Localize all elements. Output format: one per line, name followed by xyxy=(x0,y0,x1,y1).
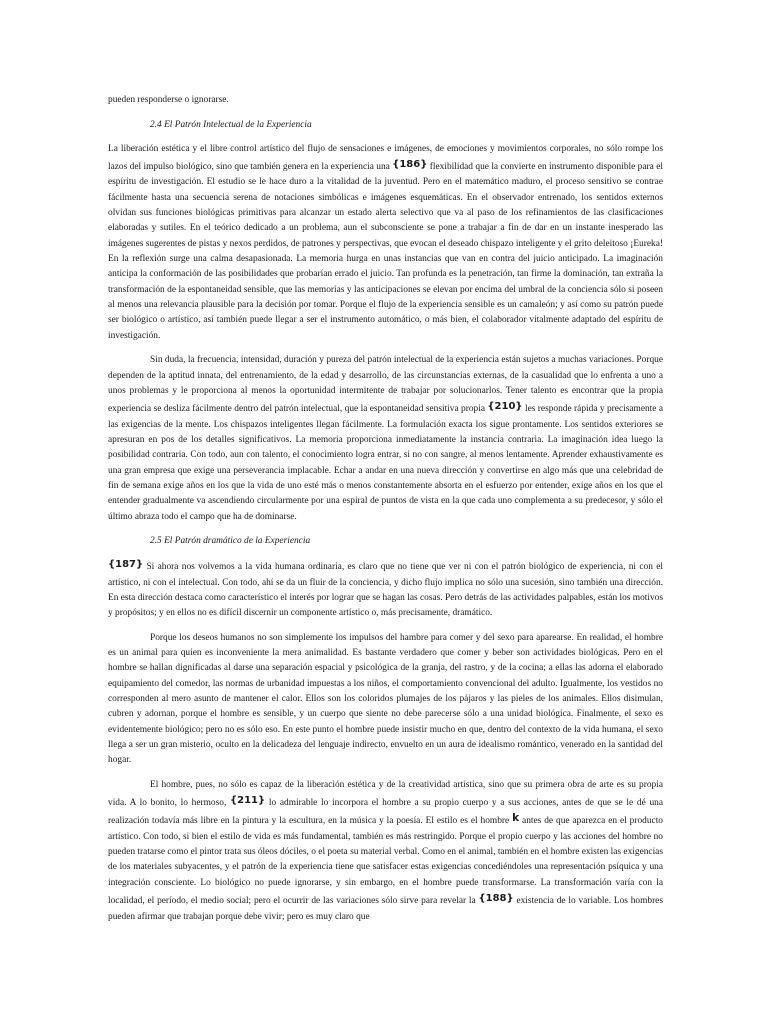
paragraph-text: El hombre, pues, no sólo es capaz de la liberación estética y de la creatividad artística, sino que su primera obra de arte es su propia vida. A lo bonito, lo hermoso, xyxy=(108,779,663,809)
paragraph-text: les responde rápida y precisamente a las exigencias de la mente. Los chispazos inteligentes llegan fácilmente. La formulación exacta los sigue prontamente. Los sentidos exteriores se apresuran en pos de los detalles significativos. La memoria proporciona inmediatamente la instancia contraria. La imaginación idea luego la posibilidad contraria. Con todo, aun con talento, el conocimiento logra entrar, si no con sangre, al menos lentamente. Aprender exhaustivamente es una gran empresa que exige una perseverancia implacable. Echar a andar en una nueva dirección y convertirse en algo más que una celebridad de fin de semana exige años en los que la vida de uno esté más o menos constantemente absorta en el esfuerzo por entender, exige años en los que el entender gradualmente va ascendiendo circularmente por una espiral de puntos de vista en la que cada uno complementa a su predecesor, y sólo el último abraza todo el campo que ha de dominarse. xyxy=(108,404,664,522)
paragraph xyxy=(108,557,663,621)
document-page xyxy=(108,93,663,934)
paragraph-text: La liberación estética y el libre control artístico del flujo de sensaciones e imágenes, de emociones y movimientos corporales, no sólo rompe los lazos del impulso biológico, sino que también genera en la experiencia una xyxy=(108,143,663,173)
page-reference: {211} xyxy=(230,795,266,807)
lead-line: pueden responderse o ignorarse. xyxy=(108,95,229,105)
page-reference: {187} xyxy=(108,559,144,571)
paragraph xyxy=(108,353,663,525)
paragraph-text: Porque los deseos humanos no son simplemente los impulsos del hambre para comer y del sexo para aparearse. En realidad, el hombre es un animal para quien es inconveniente la mera animalidad. Es bastante verdadero que comer y beber son actividades biológicas. Pero en el hombre se hallan dignificadas al darse una separación espacial y psicológica de la granja, del rastro, y de la cocina; a ellas las adorna el elaborado equipamiento del comedor, las normas de urbanidad impuestas a los niños, el comportamiento convencional del adulto. Igualmente, los vestidos no corresponden al mero asunto de mantener el calor. Ellos son los coloridos plumajes de los pájaros y las pieles de los animales. Ellos disimulan, cubren y adornan, porque el hombre es sensible, y un cuerpo que siente no debe parecerse sólo a una unidad biológica. Finalmente, el sexo es evidentemente biológico; pero no es sólo eso. En este punto el hombre puede insistir mucho en que, dentro del contexto de la vida humana, el sexo llega a ser un gran misterio, oculto en la delicadeza del lenguaje indirecto, envuelto en un aura de idealismo romántico, venerado en la santidad del hogar. xyxy=(108,632,663,766)
section-heading-2-4: 2.4 El Patrón Intelectual de la Experiencia xyxy=(150,120,312,131)
paragraph xyxy=(108,631,663,769)
paragraph-text: Si ahora nos volvemos a la vida humana ordinaria, es claro que no tiene que ver ni con el patrón biológico de experiencia, ni con el artístico, ni con el intelectual. Con todo, ahí se da un fluir de la conciencia, y dicho flujo implica no sólo una sucesión, sino también una dirección. En esta dirección destaca como característico el interés por lograr que se hagan las cosas. Pero detrás de las actividades palpables, están los motivos y propósitos; y en ellos no es difícil discernir un componente artístico o, más precisamente, dramático. xyxy=(108,562,664,619)
paragraph-text: Sin duda, la frecuencia, intensidad, duración y pureza del patrón intelectual de la experiencia están sujetos a muchas variaciones. Porque dependen de la aptitud innata, del entrenamiento, de la edad y desarrollo, de las circunstancias externas, de la casualidad que lo enfrenta a uno a unos problemas y le proporciona al menos la oportunidad intermitente de trabajar por solucionarlos. Tener talento es encontrar que la propia experiencia se desliza fácilmente dentro del patrón intelectual, que la espontaneidad sensitiva propia xyxy=(108,355,663,415)
paragraph-text: lo admirable lo incorpora el hombre a su propio cuerpo y a sus acciones, antes de que se le dé una realización todavía más libre en la pintura y la escultura, en la música y la poesía. El estilo es el hombre xyxy=(108,798,663,827)
paragraph-text: existencia de lo variable. Los hombres pueden afirmar que trabajan porque debe vivir; pero es muy claro que xyxy=(108,896,663,922)
inline-mark: k xyxy=(512,812,520,825)
paragraph xyxy=(108,142,663,344)
paragraph-text: flexibilidad que la convierte en instrumento disponible para el espíritu de investigación. El estudio se le hace duro a la vitalidad de la juventud. Pero en el matemático maduro, el proceso sensitivo se contrae fácilmente hasta una secuencia serena de notaciones simbólicas e imágenes esquemáticas. En el observador entrenado, los sentidos externos olvidan sus funciones biológicas primitivas para alcanzar un estado alerta selectivo que va al paso de los refinamientos de las clasificaciones elaboradas y sutiles. En el teórico dedicado a un problema, aun el subconsciente se pone a trabajar a fin de dar en un instante inesperado las imágenes sugerentes de pistas y nexos perdidos, de patrones y perspectivas, que evocan el deseado chispazo inteligente y el grito deleitoso ¡Eureka! En la reflexión surge una calma desapasionada. La memoria hurga en unas instancias que van en contra del juicio anticipado. La imaginación anticipa la conformación de las posibilidades que probarían errado el juicio. Tan profunda es la penetración, tan firme la dominación, tan extraña la transformación de la espontaneidad sensible, que las memorias y las anticipaciones se elevan por encima del umbral de la conciencia sólo si poseen al menos una relevancia plausible para la decisión por tomar. Porque el flujo de la experiencia sensible es un camaleón; y así como su patrón puede ser biológico o artístico, así también puede llegar a ser el instrumento automático, o más bien, el colaborador vitalmente adaptado del espíritu de investigación. xyxy=(108,162,663,341)
page-reference: {188} xyxy=(478,893,514,905)
paragraph-text: antes de que aparezca en el producto artístico. Con todo, si bien el estilo de vida es más fundamental, también es más restringido. Porque el propio cuerpo y las acciones del hombre no pueden tratarse como el pintor trata sus óleos dóciles, o el poeta su material verbal. Como en el animal, también en el hombre existen las exigencias de los materiales subyacentes, y el patrón de la experiencia tiene que satisfacer estas exigencias concediéndoles una representación psíquica y una integración consciente. Lo biológico no puede ignorarse, y sin embargo, en el hombre puede transformarse. La transformación varía con la localidad, el período, el medio social; pero el ocurrir de las variaciones sólo sirve para revelar la xyxy=(108,816,663,907)
paragraph xyxy=(108,778,663,925)
page-reference: {210} xyxy=(487,401,523,413)
section-heading-2-5: 2.5 El Patrón dramático de la Experiencia xyxy=(150,535,311,546)
page-reference: {186} xyxy=(392,159,428,171)
